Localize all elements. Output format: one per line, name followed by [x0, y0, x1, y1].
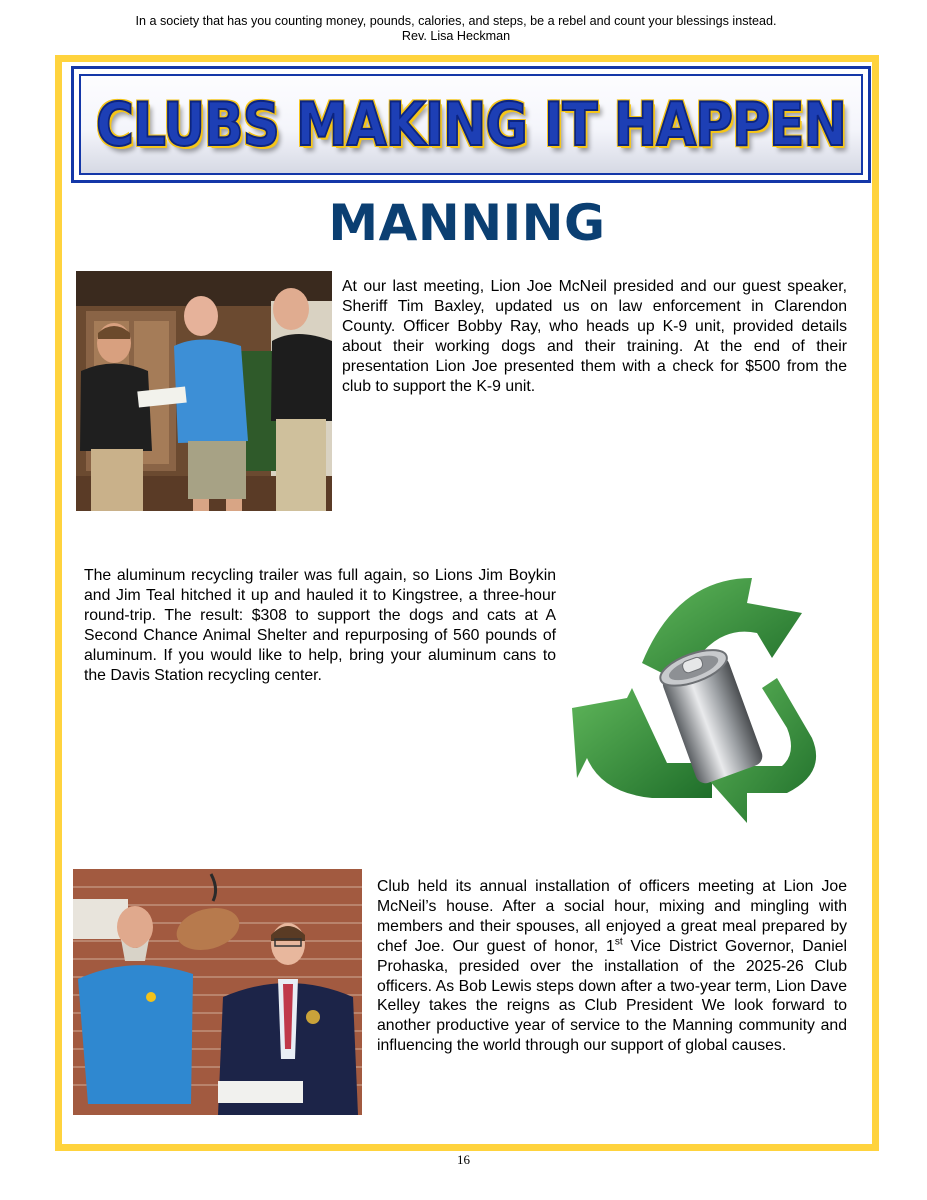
- story-1-text: At our last meeting, Lion Joe McNeil presided and our guest speaker, Sheriff Tim Baxley, updated us on law enforcement in Clarendon County. Officer Bobby Ray, who heads up K-9 unit, provided details about their working dogs and their training. At the end of their presentation Lion Joe presented them with a check for $500 from the club to support the K-9 unit.: [342, 278, 847, 395]
- story-2-text: The aluminum recycling trailer was full again, so Lions Jim Boykin and Jim Teal hitched it up and hauled it to Kingstree, a three-hour round-trip. The result: $308 to support the dogs and cats at A Second Chance Animal Shelter and repurposing of 560 pounds of aluminum. If you would like to help, bring your aluminum cans to the Davis Station recycling center.: [84, 567, 556, 684]
- club-name-heading: MANNING: [328, 194, 606, 252]
- page-frame: [55, 55, 879, 1151]
- story-3-text-part2: Vice District Governor, Daniel Prohaska, presided over the installation of the 2025-26 Club officers. As Bob Lewis steps down after a two-year term, Lion Dave Kelley takes the reigns as Club President We look forward to another productive year of service to the Manning community and influencing the world through our support of global causes.: [377, 937, 847, 1055]
- check-presentation-photo: [76, 271, 332, 511]
- story-3-text-part1: Club held its annual installation of officers meeting at Lion Joe McNeil’s house. After a social hour, mixing and mingling with members and their spouses, all enjoyed a great meal prepared by chef Joe. Our guest of honor, 1: [377, 878, 847, 955]
- section-banner: [71, 66, 871, 183]
- story-3-ordinal-suffix: st: [614, 936, 623, 948]
- recycle-can-image: [572, 568, 847, 833]
- installation-photo: [73, 869, 362, 1115]
- page-number: 16: [457, 1152, 470, 1167]
- header-quote: [0, 14, 912, 44]
- quote-text: In a society that has you counting money, pounds, calories, and steps, be a rebel and count your blessings instead.: [135, 14, 777, 28]
- quote-attribution: Rev. Lisa Heckman: [401, 29, 511, 43]
- story-3-text: [377, 877, 847, 1056]
- banner-title: CLUBS MAKING IT HAPPEN: [96, 89, 846, 160]
